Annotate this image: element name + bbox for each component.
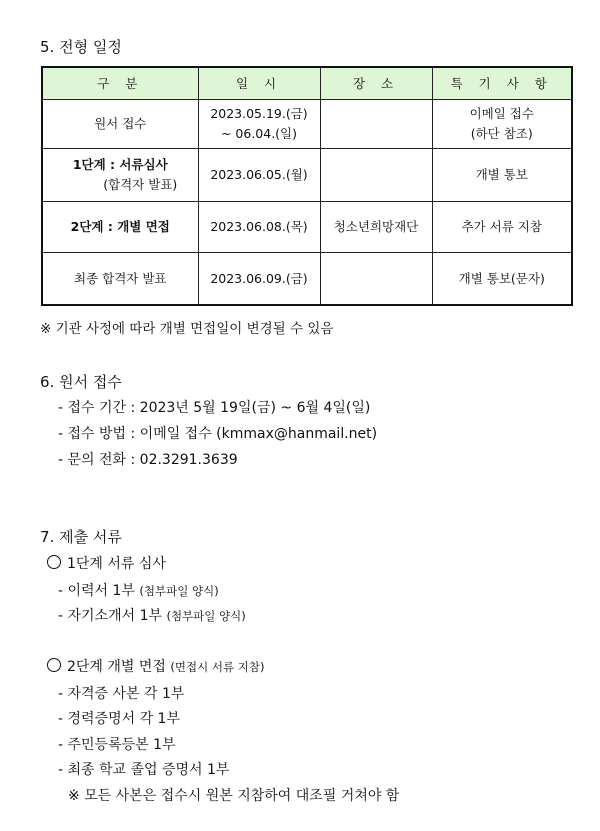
doc-item-text: - 자기소개서 1부 <box>58 608 163 624</box>
circle-bullet-icon <box>47 658 61 672</box>
table-row <box>42 100 572 149</box>
contact-phone: - 문의 전화 : 02.3291.3639 <box>58 452 238 468</box>
row-label: 최종 합격자 발표 <box>42 253 198 306</box>
list-item: - 주민등록등본 1부 <box>58 737 176 753</box>
row-label: 원서 접수 <box>42 100 198 149</box>
header-place: 장 소 <box>320 67 432 100</box>
group1-title: 1단계 서류 심사 <box>67 556 166 572</box>
list-item <box>58 580 219 600</box>
row-place <box>320 100 432 149</box>
row-place: 청소년희망재단 <box>320 202 432 253</box>
row-date: 2023.06.08.(목) <box>198 202 320 253</box>
list-item: - 최종 학교 졸업 증명서 1부 <box>58 762 230 778</box>
group2-title: 2단계 개별 면접 <box>67 659 166 675</box>
doc-item-text: - 이력서 1부 <box>58 583 135 599</box>
date-line1: 2023.05.19.(금) <box>210 106 308 121</box>
row-date: 2023.06.09.(금) <box>198 253 320 306</box>
row-date: 2023.06.05.(월) <box>198 149 320 202</box>
table-row <box>42 149 572 202</box>
table-row <box>42 253 572 306</box>
section7-title: 7. 제출 서류 <box>40 528 122 546</box>
doc-item-sub: (첨부파일 양식) <box>139 584 219 598</box>
note-line2: (하단 참조) <box>470 126 533 141</box>
row-label <box>42 149 198 202</box>
schedule-header-row <box>42 67 572 100</box>
row-place <box>320 253 432 306</box>
section5-title: 5. 전형 일정 <box>40 38 122 56</box>
row-note: 개별 통보 <box>432 149 572 202</box>
row-place <box>320 149 432 202</box>
note-line1: 이메일 접수 <box>469 106 534 121</box>
row-note: 개별 통보(문자) <box>432 253 572 306</box>
list-item <box>58 605 246 625</box>
header-date: 일 시 <box>198 67 320 100</box>
list-item: - 경력증명서 각 1부 <box>58 711 180 727</box>
row-date <box>198 100 320 149</box>
group2-sub: (면접시 서류 지참) <box>170 660 265 674</box>
doc-item-sub: (첨부파일 양식) <box>166 609 246 623</box>
application-period: - 접수 기간 : 2023년 5월 19일(금) ~ 6월 4일(일) <box>58 400 371 416</box>
group1-heading <box>47 553 166 573</box>
schedule-note: ※ 기관 사정에 따라 개별 면접일이 변경될 수 있음 <box>40 321 334 337</box>
schedule-table <box>41 66 573 306</box>
row-note <box>432 100 572 149</box>
application-method: - 접수 방법 : 이메일 접수 (kmmax@hanmail.net) <box>58 426 378 442</box>
row-note: 추가 서류 지참 <box>432 202 572 253</box>
group2-heading <box>47 656 264 676</box>
header-notes: 특 기 사 항 <box>432 67 572 100</box>
header-category: 구 분 <box>42 67 198 100</box>
table-row <box>42 202 572 253</box>
label-line2: (합격자 발표) <box>103 177 178 192</box>
row-label: 2단계 : 개별 면접 <box>42 202 198 253</box>
section6-title: 6. 원서 접수 <box>40 373 122 391</box>
list-item: - 자격증 사본 각 1부 <box>58 686 185 702</box>
label-line1: 1단계 : 서류심사 <box>72 157 168 172</box>
date-line2: ~ 06.04.(일) <box>220 126 298 141</box>
circle-bullet-icon <box>47 555 61 569</box>
group2-note: ※ 모든 사본은 접수시 원본 지참하여 대조필 거쳐야 함 <box>68 788 400 804</box>
